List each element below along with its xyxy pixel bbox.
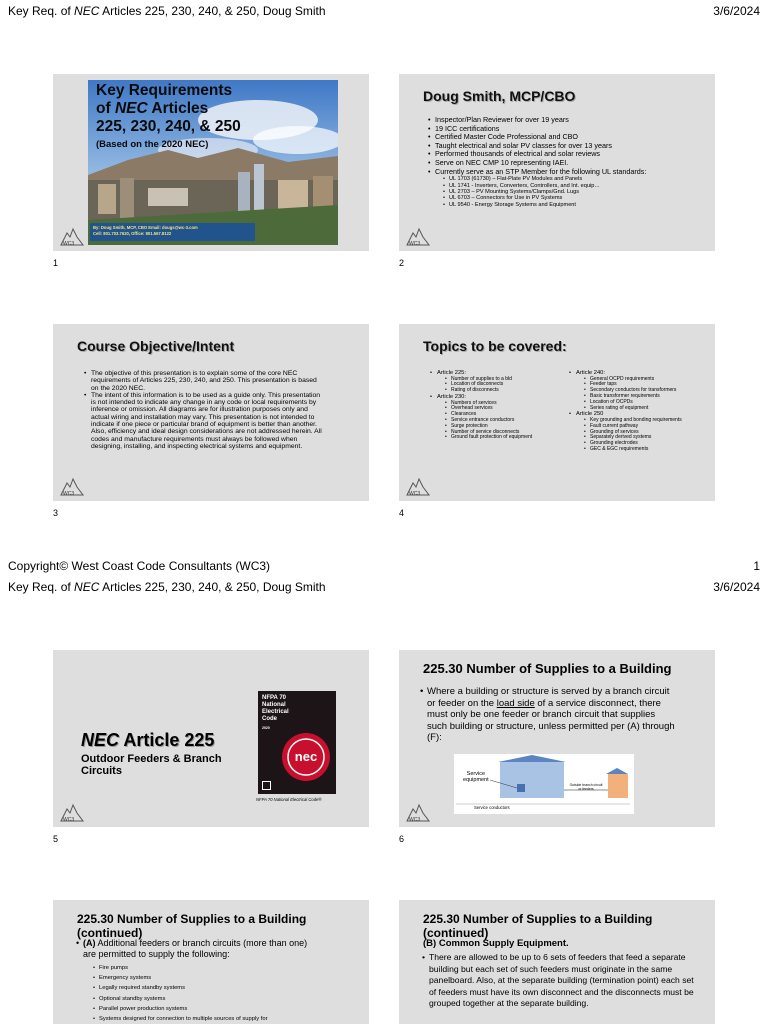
bio-list bbox=[425, 116, 709, 208]
list-item: • Article 250 bbox=[576, 411, 702, 418]
list-item: • The intent of this information is to be used as a guide only. This presentation is not intended to indicate any change in any code or local requirements by inference or omission. All diagrams are for illustration purposes only and actual wiring and installation may vary. This presentation is not intended to indicate if one piece or particular brand of equipment is better than another. Also, efficiency and ideal design considerations are not addressed herein. All codes and manufacture requirements must always be followed when designing, installing, and inspecting electrical systems and equipment. bbox=[91, 392, 325, 450]
slide-number: 5 bbox=[53, 834, 59, 844]
nec-logo-icon bbox=[278, 729, 334, 785]
cover-subtitle: (Based on the 2020 NEC) bbox=[96, 139, 209, 150]
list-item: • GEC & EGC requirements bbox=[590, 447, 702, 453]
svg-text:WC3: WC3 bbox=[63, 241, 75, 247]
svg-text:WC3: WC3 bbox=[409, 817, 421, 823]
list-item: • 19 ICC certifications bbox=[435, 125, 709, 134]
list-item: • Grounding electrodes bbox=[590, 441, 702, 447]
header-title: Key Req. of NEC Articles 225, 230, 240, & 250, Doug Smith bbox=[8, 4, 326, 18]
list-item: • Clearances bbox=[451, 412, 563, 418]
topics-right-column bbox=[566, 370, 702, 453]
page-header bbox=[8, 4, 760, 18]
slide-subheading: (B) Common Supply Equipment. bbox=[423, 938, 569, 949]
list-item: • Separately derived systems bbox=[590, 435, 702, 441]
slide-number: 4 bbox=[399, 508, 405, 518]
slide-title: Topics to be covered: bbox=[423, 338, 567, 354]
service-conductors-label: Service conductors bbox=[474, 805, 510, 810]
list-item: • Location of disconnects bbox=[451, 382, 563, 388]
list-item: • Feeder taps bbox=[590, 382, 702, 388]
slide-number: 6 bbox=[399, 834, 405, 844]
header-title: Key Req. of NEC Articles 225, 230, 240, & 250, Doug Smith bbox=[8, 580, 326, 594]
svg-text:WC3: WC3 bbox=[409, 241, 421, 247]
slide-5 bbox=[53, 650, 369, 827]
wc3-logo-icon bbox=[59, 475, 85, 497]
slide-title: 225.30 Number of Supplies to a Building (continued) bbox=[77, 912, 307, 940]
list-item: • Certified Master Code Professional and CBO bbox=[435, 133, 709, 142]
slide-title: Doug Smith, MCP/CBO bbox=[423, 88, 576, 104]
list-item: • Fire pumps bbox=[99, 963, 335, 973]
header-date: 3/6/2024 bbox=[713, 580, 760, 594]
supply-diagram bbox=[454, 754, 634, 814]
list-item: • Service entrance conductors bbox=[451, 418, 563, 424]
svg-text:WC3: WC3 bbox=[63, 491, 75, 497]
list-item: • Optional standby systems bbox=[99, 994, 335, 1004]
page-footer bbox=[8, 559, 760, 573]
cover-title: Key Requirements of NEC Articles 225, 230, 240, & 250 bbox=[96, 82, 241, 135]
wc3-logo-icon bbox=[405, 475, 431, 497]
list-item: • Performed thousands of electrical and solar reviews bbox=[435, 150, 709, 159]
outside-feeder-label: Outside branch circuit or feeders bbox=[569, 783, 603, 791]
list-item: • UL 9540 - Energy Storage Systems and Equipment bbox=[449, 202, 709, 208]
list-item: • Rating of disconnects bbox=[451, 388, 563, 394]
list-item: • Overhead services bbox=[451, 406, 563, 412]
list-item: • Taught electrical and solar PV classes for over 13 years bbox=[435, 142, 709, 151]
header-date: 3/6/2024 bbox=[713, 4, 760, 18]
slide-subtitle: Outdoor Feeders & Branch Circuits bbox=[81, 753, 222, 777]
topics-left-column bbox=[427, 370, 563, 441]
slide-3 bbox=[53, 324, 369, 501]
cover-byline: By: Doug Smith, MCP, CBO Email: dougs@wc-3.com Cell: 801.703.7620, Office: 801.567.8122 bbox=[93, 225, 198, 236]
slide-4 bbox=[399, 324, 715, 501]
list-item: • Surge protection bbox=[451, 424, 563, 430]
list-item: • Numbers of services bbox=[451, 401, 563, 407]
list-item: • Ground fault protection of equipment bbox=[451, 435, 563, 441]
list-item: • Parallel power production systems bbox=[99, 1004, 335, 1014]
svg-text:nec: nec bbox=[294, 749, 318, 764]
slide-title: NEC Article 225 bbox=[81, 730, 215, 750]
svg-text:WC3: WC3 bbox=[63, 817, 75, 823]
list-item: • Number of supplies to a bld bbox=[451, 377, 563, 383]
list-item: • Systems designed for connection to multiple sources of supply for bbox=[99, 1014, 335, 1024]
list-item: • Secondary conductors for transformers bbox=[590, 388, 702, 394]
wc3-logo-icon bbox=[405, 801, 431, 823]
list-item: • UL 1703 (61730) – Flat-Plate PV Modules and Panels bbox=[449, 176, 709, 182]
slide-7 bbox=[53, 900, 369, 1024]
slide-title: 225.30 Number of Supplies to a Building bbox=[423, 661, 672, 676]
feeder-exceptions-list bbox=[85, 963, 335, 1024]
list-item: • Article 225: bbox=[437, 370, 563, 377]
list-item: • The objective of this presentation is to explain some of the core NEC requirements of Articles 225, 230, 240, and 250. This presentation is based on the 2020 NEC. bbox=[91, 370, 325, 392]
list-item: • Basic transformer requirements bbox=[590, 394, 702, 400]
list-item: • Emergency systems bbox=[99, 973, 335, 983]
slide-6 bbox=[399, 650, 715, 827]
slide-body: • (A) Additional feeders or branch circuits (more than one) are permitted to supply the following: bbox=[76, 938, 308, 959]
slide-8 bbox=[399, 900, 715, 1024]
slide-body: • There are allowed to be up to 6 sets of feeders that feed a separate building but each set of such feeders must originate in the same panelboard. Also, at the separate building (termination point) each set of feeders must have its own disconnect and the disconnects must be grouped together at the separate building. bbox=[422, 952, 694, 1008]
objective-text bbox=[81, 370, 325, 450]
list-item: • Legally required standby systems bbox=[99, 983, 335, 993]
slide-title: Course Objective/Intent bbox=[77, 338, 235, 354]
nfpa-mark-icon bbox=[262, 781, 271, 790]
list-item: • Series rating of equipment bbox=[590, 406, 702, 412]
nec-book-cover: NFPA 70 National Electrical Code 2020 nec bbox=[258, 691, 336, 794]
wc3-logo-icon bbox=[59, 801, 85, 823]
list-item: • Location of OCPDs bbox=[590, 400, 702, 406]
list-item: • Currently serve as an STP Member for the following UL standards: bbox=[435, 168, 709, 177]
list-item: • Key grounding and bonding requirements bbox=[590, 418, 702, 424]
svg-text:WC3: WC3 bbox=[409, 491, 421, 497]
list-item: • UL 2703 – PV Mounting Systems/Clamps/Gnd. Lugs bbox=[449, 189, 709, 195]
slide-body: • Where a building or structure is served by a branch circuit or feeder on the load side of a service disconnect, there must only be one feeder or branch circuit that supplies such building or structure, unless permitted per (A) through (F): bbox=[420, 686, 675, 743]
list-item: • Fault current pathway bbox=[590, 424, 702, 430]
wc3-logo-icon bbox=[405, 225, 431, 247]
slide-number: 2 bbox=[399, 258, 405, 268]
list-item: • Inspector/Plan Reviewer for over 19 years bbox=[435, 116, 709, 125]
service-equipment-label: Service equipment bbox=[463, 771, 489, 784]
slide-2 bbox=[399, 74, 715, 251]
slide-title: 225.30 Number of Supplies to a Building (continued) bbox=[423, 912, 653, 940]
book-caption: NFPA 70 National Electrical Code® bbox=[256, 797, 322, 802]
page-header bbox=[8, 580, 760, 594]
slide-number: 1 bbox=[53, 258, 59, 268]
copyright-text: Copyright© West Coast Code Consultants (WC3) bbox=[8, 559, 271, 573]
slide-number: 3 bbox=[53, 508, 59, 518]
list-item: • Number of service disconnects bbox=[451, 430, 563, 436]
list-item: • Article 230: bbox=[437, 394, 563, 401]
page-number: 1 bbox=[753, 559, 760, 573]
list-item: • Grounding of services bbox=[590, 430, 702, 436]
slide-1 bbox=[53, 74, 369, 251]
list-item: • Serve on NEC CMP 10 representing IAEI. bbox=[435, 159, 709, 168]
wc3-logo-icon bbox=[59, 225, 85, 247]
list-item: • General OCPD requirements bbox=[590, 377, 702, 383]
list-item: • UL 6703 – Connectors for Use in PV Systems bbox=[449, 195, 709, 201]
list-item: • UL 1741 - Inverters, Converters, Controllers, and Int. equip… bbox=[449, 183, 709, 189]
list-item: • Article 240: bbox=[576, 370, 702, 377]
